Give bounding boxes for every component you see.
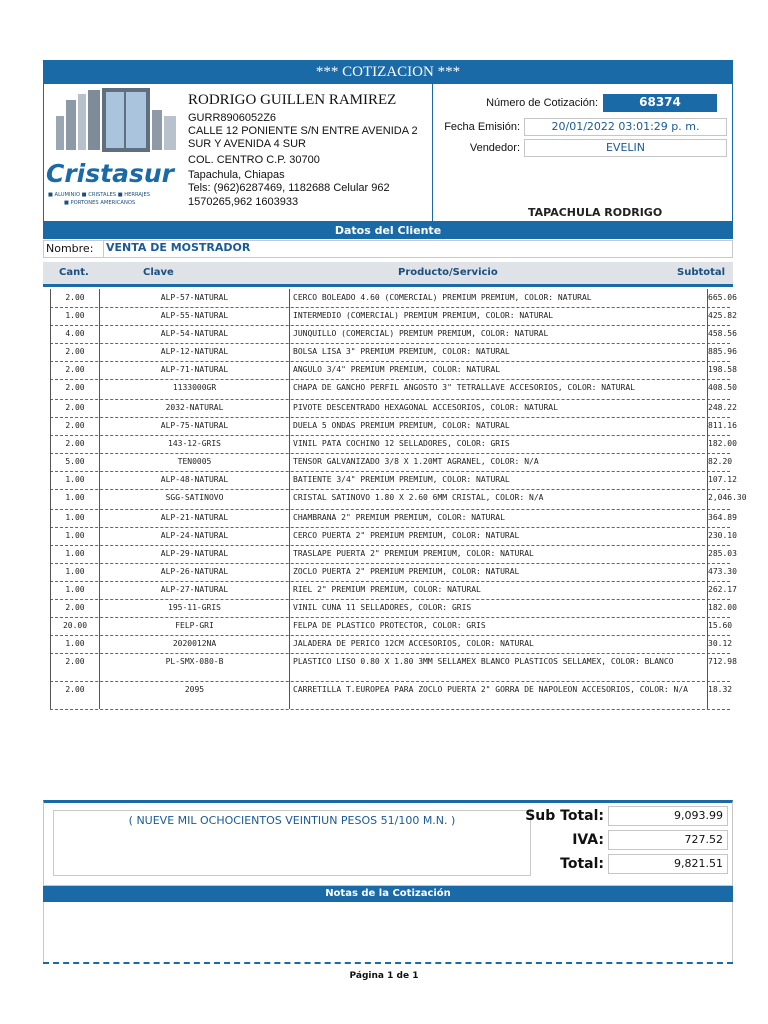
row-subtotal: 15.60 — [708, 621, 733, 630]
row-product: BOLSA LISA 3" PREMIUM PREMIUM, COLOR: NATURAL — [290, 343, 708, 361]
client-name-label: Nombre: — [46, 242, 94, 255]
logo-wordmark: Cristasur — [46, 159, 174, 188]
row-qty: 1.00 — [50, 489, 100, 509]
row-subtotal: 248.22 — [708, 403, 737, 412]
row-code: ALP-29-NATURAL — [100, 545, 290, 563]
row-subtotal: 665.06 — [708, 293, 737, 302]
row-product: ANGULO 3/4" PREMIUM PREMIUM, COLOR: NATURAL — [290, 361, 708, 379]
row-qty: 20.00 — [50, 617, 100, 635]
row-product: DUELA 5 ONDAS PREMIUM PREMIUM, COLOR: NATURAL — [290, 417, 708, 435]
table-row — [50, 417, 737, 436]
quote-number: 68374 — [603, 94, 717, 112]
company-rfc: GURR8906052Z6 — [188, 112, 277, 124]
company-address-line: SUR Y AVENIDA 4 SUR — [188, 138, 306, 150]
document-title: *** COTIZACION *** — [43, 60, 733, 84]
row-qty: 1.00 — [50, 635, 100, 653]
company-logo — [44, 86, 184, 210]
company-city: Tapachula, Chiapas — [188, 169, 285, 181]
company-phones: Tels: (962)6287469, 1182688 Celular 962 — [188, 182, 390, 194]
row-product: VINIL CUNA 11 SELLADORES, COLOR: GRIS — [290, 599, 708, 617]
branch-name: TAPACHULA RODRIGO — [528, 206, 663, 219]
row-product: PIVOTE DESCENTRADO HEXAGONAL ACCESORIOS, COLOR: NATURAL — [290, 399, 708, 417]
iva-value: 727.52 — [608, 830, 728, 850]
row-product: TRASLAPE PUERTA 2" PREMIUM PREMIUM, COLOR: NATURAL — [290, 545, 708, 563]
row-subtotal: 230.10 — [708, 531, 737, 540]
company-phones: 1570265,962 1603933 — [188, 196, 299, 208]
total-label: Total: — [560, 856, 604, 872]
page-number: Página 1 de 1 — [349, 971, 419, 981]
row-code: 143-12-GRIS — [100, 435, 290, 453]
row-subtotal: 2,046.30 — [708, 493, 747, 502]
iva-label: IVA: — [572, 832, 604, 848]
seller: EVELIN — [524, 139, 727, 157]
row-code: ALP-21-NATURAL — [100, 509, 290, 527]
table-row — [50, 435, 737, 454]
row-product: TENSOR GALVANIZADO 3/8 X 1.20MT AGRANEL, COLOR: N/A — [290, 453, 708, 471]
row-subtotal: 107.12 — [708, 475, 737, 484]
table-row — [50, 599, 737, 618]
row-qty: 1.00 — [50, 563, 100, 581]
row-product: INTERMEDIO (COMERCIAL) PREMIUM PREMIUM, COLOR: NATURAL — [290, 307, 708, 325]
row-qty: 2.00 — [50, 417, 100, 435]
row-product: FELPA DE PLASTICO PROTECTOR, COLOR: GRIS — [290, 617, 708, 635]
row-code: ALP-24-NATURAL — [100, 527, 290, 545]
row-code: ALP-55-NATURAL — [100, 307, 290, 325]
row-code: PL-SMX-080-B — [100, 653, 290, 681]
row-code: SGG-SATINOVO — [100, 489, 290, 509]
table-row — [50, 635, 733, 654]
issue-date: 20/01/2022 03:01:29 p. m. — [524, 118, 727, 136]
row-product: CARRETILLA T.EUROPEA PARA ZOCLO PUERTA 2" GORRA DE NAPOLEON ACCESORIOS, COLOR: N/A — [290, 681, 708, 709]
row-qty: 2.00 — [50, 653, 100, 681]
client-section-title: Datos del Cliente — [43, 222, 733, 239]
notes-box — [43, 902, 733, 964]
table-row — [50, 343, 737, 362]
row-qty: 1.00 — [50, 471, 100, 489]
row-code: ALP-54-NATURAL — [100, 325, 290, 343]
row-product: CERCO PUERTA 2" PREMIUM PREMIUM, COLOR: NATURAL — [290, 527, 708, 545]
row-code: ALP-27-NATURAL — [100, 581, 290, 599]
subtotal-value: 9,093.99 — [608, 806, 728, 826]
row-product: CRISTAL SATINOVO 1.80 X 2.60 6MM CRISTAL, COLOR: N/A — [290, 489, 708, 509]
row-code: ALP-48-NATURAL — [100, 471, 290, 489]
table-row — [50, 527, 737, 546]
row-subtotal: 198.58 — [708, 365, 737, 374]
row-code: FELP-GRI — [100, 617, 290, 635]
row-qty: 1.00 — [50, 509, 100, 527]
row-product: CHAPA DE GANCHO PERFIL ANGOSTO 3" TETRALLAVE ACCESORIOS, COLOR: NATURAL — [290, 379, 708, 399]
table-row — [50, 617, 733, 636]
table-row — [50, 399, 737, 418]
row-product: RIEL 2" PREMIUM PREMIUM, COLOR: NATURAL — [290, 581, 708, 599]
row-subtotal: 30.12 — [708, 639, 733, 648]
row-subtotal: 262.17 — [708, 585, 737, 594]
row-qty: 2.00 — [50, 681, 100, 709]
company-address-line: CALLE 12 PONIENTE S/N ENTRE AVENIDA 2 — [188, 125, 418, 137]
row-product: JUNQUILLO (COMERCIAL) PREMIUM PREMIUM, COLOR: NATURAL — [290, 325, 708, 343]
row-product: CERCO BOLEADO 4.60 (COMERCIAL) PREMIUM PREMIUM, COLOR: NATURAL — [290, 289, 708, 307]
items-table-header — [43, 262, 733, 287]
row-subtotal: 712.98 — [708, 657, 737, 666]
client-separator — [103, 240, 104, 258]
row-code: ALP-57-NATURAL — [100, 289, 290, 307]
row-code: 2095 — [100, 681, 290, 709]
row-subtotal: 364.89 — [708, 513, 737, 522]
column-code: Clave — [143, 267, 174, 278]
row-qty: 2.00 — [50, 399, 100, 417]
quote-number-label: Número de Cotización: — [486, 97, 598, 109]
row-product: VINIL PATA COCHINO 12 SELLADORES, COLOR: GRIS — [290, 435, 708, 453]
table-row — [50, 289, 737, 308]
table-row — [50, 307, 737, 326]
seller-label: Vendedor: — [469, 142, 520, 154]
row-product: PLASTICO LISO 0.80 X 1.80 3MM SELLAMEX BLANCO PLASTICOS SELLAMEX, COLOR: BLANCO — [290, 653, 708, 681]
table-row — [50, 471, 737, 490]
row-qty: 2.00 — [50, 599, 100, 617]
svg-text:■ ALUMINIO ■ CRISTALES ■ HERRA: ■ ALUMINIO ■ CRISTALES ■ HERRAJES — [48, 192, 151, 198]
row-subtotal: 458.56 — [708, 329, 737, 338]
row-subtotal: 182.00 — [708, 603, 737, 612]
row-product: CHAMBRANA 2" PREMIUM PREMIUM, COLOR: NATURAL — [290, 509, 708, 527]
row-qty: 2.00 — [50, 289, 100, 307]
row-qty: 1.00 — [50, 527, 100, 545]
table-row — [50, 581, 737, 600]
row-qty: 5.00 — [50, 453, 100, 471]
row-subtotal: 285.03 — [708, 549, 737, 558]
row-subtotal: 425.82 — [708, 311, 737, 320]
row-subtotal: 473.30 — [708, 567, 737, 576]
row-qty: 2.00 — [50, 379, 100, 399]
column-qty: Cant. — [59, 267, 89, 278]
amount-in-words: ( NUEVE MIL OCHOCIENTOS VEINTIUN PESOS 51/100 M.N. ) — [128, 814, 456, 827]
svg-text:■ PORTONES AMERICANOS: ■ PORTONES AMERICANOS — [64, 200, 136, 206]
row-product: JALADERA DE PERICO 12CM ACCESORIOS, COLOR: NATURAL — [290, 635, 708, 653]
row-code: ALP-12-NATURAL — [100, 343, 290, 361]
total-value: 9,821.51 — [608, 854, 728, 874]
row-qty: 1.00 — [50, 581, 100, 599]
row-qty: 2.00 — [50, 435, 100, 453]
issue-date-label: Fecha Emisión: — [444, 121, 520, 133]
table-row — [50, 653, 737, 682]
subtotal-label: Sub Total: — [525, 808, 604, 824]
table-row — [50, 325, 737, 344]
column-subtotal: Subtotal — [677, 267, 726, 278]
row-subtotal: 18.32 — [708, 685, 733, 694]
table-row — [50, 545, 737, 564]
row-product: BATIENTE 3/4" PREMIUM PREMIUM, COLOR: NATURAL — [290, 471, 708, 489]
row-code: ALP-75-NATURAL — [100, 417, 290, 435]
row-qty: 4.00 — [50, 325, 100, 343]
notes-title: Notas de la Cotización — [43, 886, 733, 902]
table-row — [50, 453, 733, 472]
table-row — [50, 563, 737, 582]
table-row — [50, 379, 737, 400]
row-code: 2020012NA — [100, 635, 290, 653]
table-row — [50, 489, 747, 510]
row-code: TEN0005 — [100, 453, 290, 471]
notes-divider — [43, 962, 733, 968]
column-product: Producto/Servicio — [398, 267, 498, 278]
row-qty: 1.00 — [50, 545, 100, 563]
table-row — [50, 509, 737, 528]
table-row — [50, 361, 737, 380]
row-subtotal: 182.00 — [708, 439, 737, 448]
row-subtotal: 408.50 — [708, 383, 737, 392]
row-code: 2032-NATURAL — [100, 399, 290, 417]
row-qty: 1.00 — [50, 307, 100, 325]
row-qty: 2.00 — [50, 343, 100, 361]
table-row — [50, 681, 733, 710]
company-address-line: COL. CENTRO C.P. 30700 — [188, 154, 320, 166]
row-code: 1133000GR — [100, 379, 290, 399]
header-divider — [432, 84, 433, 222]
row-subtotal: 811.16 — [708, 421, 737, 430]
row-subtotal: 82.20 — [708, 457, 733, 466]
row-code: ALP-26-NATURAL — [100, 563, 290, 581]
company-name: RODRIGO GUILLEN RAMIREZ — [188, 92, 397, 108]
row-code: 195-11-GRIS — [100, 599, 290, 617]
client-name: VENTA DE MOSTRADOR — [106, 241, 251, 254]
row-product: ZOCLO PUERTA 2" PREMIUM PREMIUM, COLOR: NATURAL — [290, 563, 708, 581]
row-code: ALP-71-NATURAL — [100, 361, 290, 379]
row-qty: 2.00 — [50, 361, 100, 379]
row-subtotal: 885.96 — [708, 347, 737, 356]
